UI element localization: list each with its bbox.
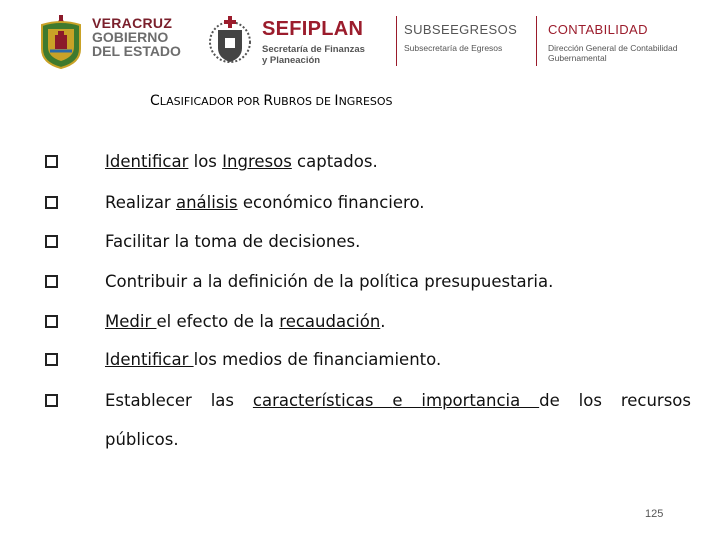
title-cap: R xyxy=(263,93,274,109)
sefiplan-subtitle-line2: y Planeación xyxy=(262,55,321,66)
bullet-text-part: . xyxy=(380,312,386,331)
checkbox-bullet-icon xyxy=(45,275,58,288)
underlined-term: Ingresos xyxy=(222,152,292,171)
bullet-text-part: Facilitar la toma de decisiones. xyxy=(105,232,361,251)
sefiplan-seal-icon xyxy=(208,14,252,66)
bullet-text-part: los medios de financiamiento. xyxy=(193,350,442,369)
veracruz-line2: GOBIERNO xyxy=(92,29,169,45)
veracruz-logo-text xyxy=(92,16,181,58)
checkbox-bullet-icon xyxy=(45,155,58,168)
underlined-term: importancia xyxy=(421,391,540,410)
title-rest: UBROS DE xyxy=(273,95,335,108)
underlined-term: características xyxy=(252,391,393,410)
veracruz-line1: VERACRUZ xyxy=(92,15,173,31)
sefiplan-subtitle xyxy=(262,44,365,66)
bullet-text-part: Realizar xyxy=(105,193,176,212)
bullet-continuation: públicos. xyxy=(105,430,179,449)
veracruz-seal-icon xyxy=(38,15,84,69)
sefiplan-subtitle-line1: Secretaría de Finanzas xyxy=(262,44,365,55)
checkbox-bullet-icon xyxy=(45,196,58,209)
contabilidad-title: CONTABILIDAD xyxy=(548,22,648,37)
bullet-text xyxy=(105,391,691,450)
underlined-term: Identificar xyxy=(105,350,194,369)
slide-title xyxy=(150,93,393,109)
title-cap: C xyxy=(150,93,160,109)
header-divider xyxy=(536,16,537,66)
bullet-text-part: Establecer las xyxy=(105,391,253,410)
bullet-text xyxy=(105,272,691,292)
bullet-text-part: Contribuir a la definición de la política presupuestaria. xyxy=(105,272,554,291)
title-cap: I xyxy=(334,93,339,109)
bullet-text-part: económico financiero. xyxy=(237,193,425,212)
bullet-text xyxy=(105,312,691,332)
bullet-text-part: de los recursos xyxy=(539,391,691,410)
checkbox-bullet-icon xyxy=(45,394,58,407)
underlined-term: análisis xyxy=(175,193,238,212)
subsecretaria-title: SUBSEEGRESOS xyxy=(404,22,518,37)
sefiplan-title: SEFIPLAN xyxy=(262,18,364,40)
contabilidad-description-line1: Dirección General de Contabilidad xyxy=(548,43,678,53)
bullet-text-part: el efecto de la xyxy=(156,312,280,331)
subsecretaria-description: Subsecretaría de Egresos xyxy=(404,43,503,53)
underlined-term: e xyxy=(392,391,422,410)
header xyxy=(0,0,720,80)
bullet-text xyxy=(105,152,691,172)
checkbox-bullet-icon xyxy=(45,315,58,328)
contabilidad-description-line2: Gubernamental xyxy=(548,53,607,63)
contabilidad-description xyxy=(548,43,678,63)
bullet-text xyxy=(105,232,691,252)
title-rest: LASIFICADOR POR xyxy=(159,95,264,108)
veracruz-line3: DEL ESTADO xyxy=(92,43,181,59)
title-rest: NGRESOS xyxy=(338,95,393,108)
underlined-term: Identificar xyxy=(105,152,189,171)
bullet-text xyxy=(105,193,691,213)
bullet-text-line xyxy=(105,391,691,411)
checkbox-bullet-icon xyxy=(45,235,58,248)
bullet-text-part: captados. xyxy=(291,152,378,171)
checkbox-bullet-icon xyxy=(45,353,58,366)
underlined-term: recaudación xyxy=(279,312,381,331)
page-number: 125 xyxy=(645,508,664,520)
bullet-text-part: los xyxy=(188,152,223,171)
underlined-term: Medir xyxy=(105,312,157,331)
bullet-text xyxy=(105,350,691,370)
header-divider xyxy=(396,16,397,66)
